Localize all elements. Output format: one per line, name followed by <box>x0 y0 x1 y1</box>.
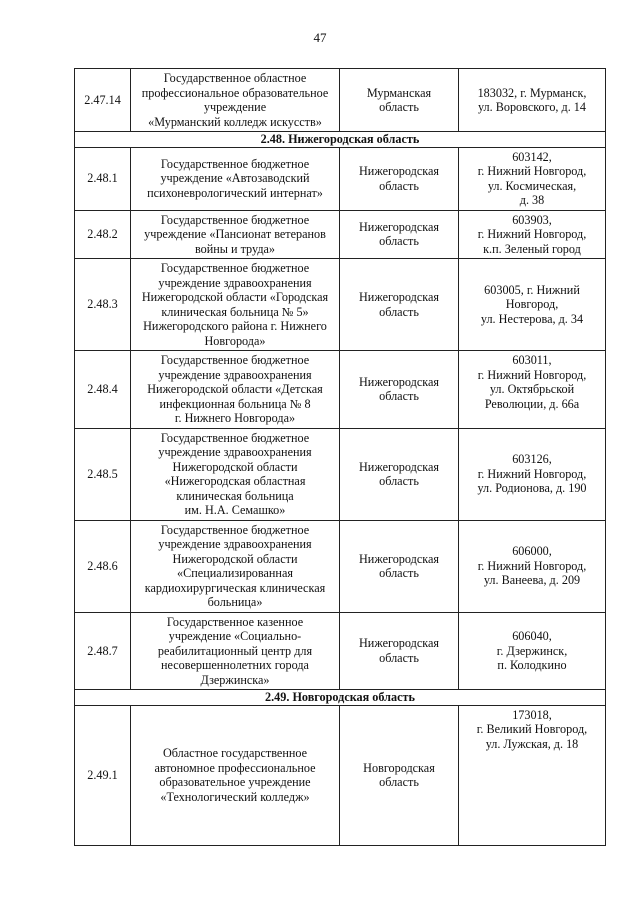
table-row <box>75 147 606 210</box>
table-row <box>75 612 606 690</box>
region <box>340 259 459 351</box>
item-number: 2.48.3 <box>75 259 131 351</box>
item-number: 2.47.14 <box>75 69 131 132</box>
region-line: область <box>379 650 419 665</box>
institution-name-line: Нижегородской области <box>172 459 298 474</box>
address-line: д. 38 <box>519 193 545 207</box>
institution-name <box>131 351 340 429</box>
institutions-table-body <box>75 69 606 846</box>
address-line: п. Колодкино <box>497 658 567 672</box>
region <box>340 612 459 690</box>
region-line: область <box>379 234 419 249</box>
item-number: 2.48.5 <box>75 428 131 520</box>
institution-name-line: учреждение здравоохранения <box>158 367 312 382</box>
institution-name-line: Государственное бюджетное <box>160 156 310 171</box>
institution-name <box>131 520 340 612</box>
address <box>459 428 606 520</box>
address-line: 603142, <box>512 149 552 164</box>
address-line: г. Нижний Новгород, <box>477 367 587 382</box>
address-line: 606000, <box>512 544 552 559</box>
region-line: область <box>379 775 419 789</box>
page-number: 47 <box>313 30 327 45</box>
institution-name-line: Государственное бюджетное <box>160 212 310 227</box>
address <box>459 210 606 259</box>
region-line: Нижегородская <box>359 374 439 389</box>
address <box>459 69 606 132</box>
institution-name-line: Нижегородской области «Городская <box>141 290 329 304</box>
institution-name-line: г. Нижнего Новгорода» <box>174 411 296 425</box>
region-line: область <box>379 389 419 404</box>
section-title: 2.49. Новгородская область <box>75 690 606 706</box>
institution-name-line: войны и труда» <box>194 241 276 256</box>
item-number: 2.48.4 <box>75 351 131 429</box>
region <box>340 351 459 429</box>
institution-name-line: Государственное областное <box>163 71 307 85</box>
institution-name-line: больница» <box>207 595 263 609</box>
table-row <box>75 520 606 612</box>
table-row <box>75 705 606 845</box>
institution-name-line: «Мурманский колледж искусств» <box>148 114 322 129</box>
institution-name-line: «Специализированная <box>177 566 293 580</box>
address-line: 603005, г. Нижний <box>484 282 580 297</box>
region-line: Нижегородская <box>359 164 439 178</box>
institution-name-line: профессиональное образовательное <box>141 85 329 100</box>
address-line: г. Нижний Новгород, <box>477 227 587 241</box>
institution-name-line: психоневрологический интернат» <box>147 185 323 200</box>
institution-name-line: Нижегородской области <box>172 551 298 566</box>
region-line: Нижегородская <box>359 219 439 234</box>
address <box>459 351 606 429</box>
institution-name-line: клиническая больница № 5» <box>161 304 309 319</box>
address-line: г. Великий Новгород, <box>476 722 588 736</box>
institution-name-line: учреждение «Пансионат ветеранов <box>144 227 326 241</box>
address-line: ул. Воровского, д. 14 <box>478 100 586 114</box>
institution-name <box>131 69 340 132</box>
institution-name-line: «Нижегородская областная <box>164 474 306 488</box>
address-line: к.п. Зеленый город <box>483 241 581 256</box>
institution-name-line: Нижегородской области «Детская <box>147 382 323 396</box>
region-line: Мурманская <box>366 85 432 100</box>
address-line: г. Нижний Новгород, <box>477 558 587 573</box>
institution-name-line: инфекционная больница № 8 <box>159 396 311 411</box>
address-line: ул. Лужская, д. 18 <box>485 736 579 751</box>
address-line: 603011, <box>512 353 552 367</box>
item-number: 2.48.2 <box>75 210 131 259</box>
institution-name-line: учреждение «Автозаводский <box>160 171 310 186</box>
institution-name <box>131 210 340 259</box>
region <box>340 705 459 845</box>
address-line: ул. Октябрьской <box>489 382 575 396</box>
institution-name-line: автономное профессиональное <box>154 760 316 775</box>
institution-name <box>131 612 340 690</box>
institution-name-line: Государственное бюджетное <box>160 522 310 537</box>
region-line: область <box>379 304 419 319</box>
institution-name-line: кардиохирургическая клиническая <box>144 580 326 595</box>
institutions-table <box>74 68 606 846</box>
institution-name-line: учреждение <box>203 100 267 114</box>
section-header-row <box>75 132 606 148</box>
table-row <box>75 351 606 429</box>
item-number: 2.48.7 <box>75 612 131 690</box>
region <box>340 520 459 612</box>
address-line: ул. Родионова, д. 190 <box>477 481 587 496</box>
region <box>340 428 459 520</box>
address-line: Новгород, <box>505 297 559 312</box>
address-line: г. Нижний Новгород, <box>477 164 587 178</box>
address-line: 183032, г. Мурманск, <box>477 85 587 100</box>
address <box>459 259 606 351</box>
table-row <box>75 259 606 351</box>
institution-name <box>131 259 340 351</box>
institution-name-line: несовершеннолетних города <box>161 658 309 672</box>
address-line: 173018, <box>512 707 552 722</box>
region <box>340 69 459 132</box>
address-line: 603126, <box>512 452 552 467</box>
region-line: Нижегородская <box>359 636 439 651</box>
institution-name-line: учреждение здравоохранения <box>158 275 312 290</box>
address-line: ул. Ванеева, д. 209 <box>483 573 581 588</box>
institution-name-line: Дзержинска» <box>200 672 270 687</box>
institution-name-line: Государственное бюджетное <box>160 353 310 367</box>
institution-name-line: реабилитационный центр для <box>157 643 313 658</box>
region-line: область <box>379 566 419 580</box>
institution-name-line: Областное государственное <box>162 746 308 760</box>
institution-name-line: «Технологический колледж» <box>160 789 310 804</box>
region-line: Новгородская <box>363 760 435 775</box>
institution-name-line: Государственное казенное <box>166 614 304 629</box>
institution-name-line: образовательное учреждение <box>159 775 311 789</box>
table-row <box>75 428 606 520</box>
institution-name-line: Новгорода» <box>204 333 266 348</box>
address-line: ул. Космическая, <box>487 178 577 193</box>
region <box>340 147 459 210</box>
institution-name <box>131 147 340 210</box>
address-line: 606040, <box>512 629 552 643</box>
region-line: область <box>379 178 419 193</box>
table-row <box>75 210 606 259</box>
institution-name-line: Нижегородского района г. Нижнего <box>143 319 327 333</box>
region-line: Нижегородская <box>359 290 439 304</box>
address-line: г. Дзержинск, <box>496 643 568 658</box>
address-line: г. Нижний Новгород, <box>477 466 587 481</box>
address <box>459 147 606 210</box>
region-line: Нижегородская <box>359 551 439 566</box>
address-line: ул. Нестерова, д. 34 <box>480 311 584 326</box>
address-line: Революции, д. 66а <box>484 396 580 411</box>
institution-name-line: клиническая больница <box>176 488 294 503</box>
item-number: 2.48.6 <box>75 520 131 612</box>
address <box>459 612 606 690</box>
region <box>340 210 459 259</box>
address <box>459 705 606 845</box>
institution-name-line: учреждение «Социально- <box>168 629 302 643</box>
region-line: область <box>379 474 419 488</box>
region-line: Нижегородская <box>359 459 439 474</box>
institution-name-line: учреждение здравоохранения <box>158 445 312 459</box>
item-number: 2.48.1 <box>75 147 131 210</box>
address-line: 603903, <box>512 212 552 227</box>
institution-name <box>131 428 340 520</box>
institution-name-line: Государственное бюджетное <box>160 261 310 275</box>
institution-name-line: Государственное бюджетное <box>160 430 310 445</box>
table-row <box>75 69 606 132</box>
region-line: область <box>379 100 419 114</box>
institution-name-line: учреждение здравоохранения <box>158 537 312 551</box>
item-number: 2.49.1 <box>75 705 131 845</box>
institution-name-line: им. Н.А. Семашко» <box>184 503 286 517</box>
address <box>459 520 606 612</box>
section-title: 2.48. Нижегородская область <box>75 132 606 148</box>
institution-name <box>131 705 340 845</box>
section-header-row <box>75 690 606 706</box>
